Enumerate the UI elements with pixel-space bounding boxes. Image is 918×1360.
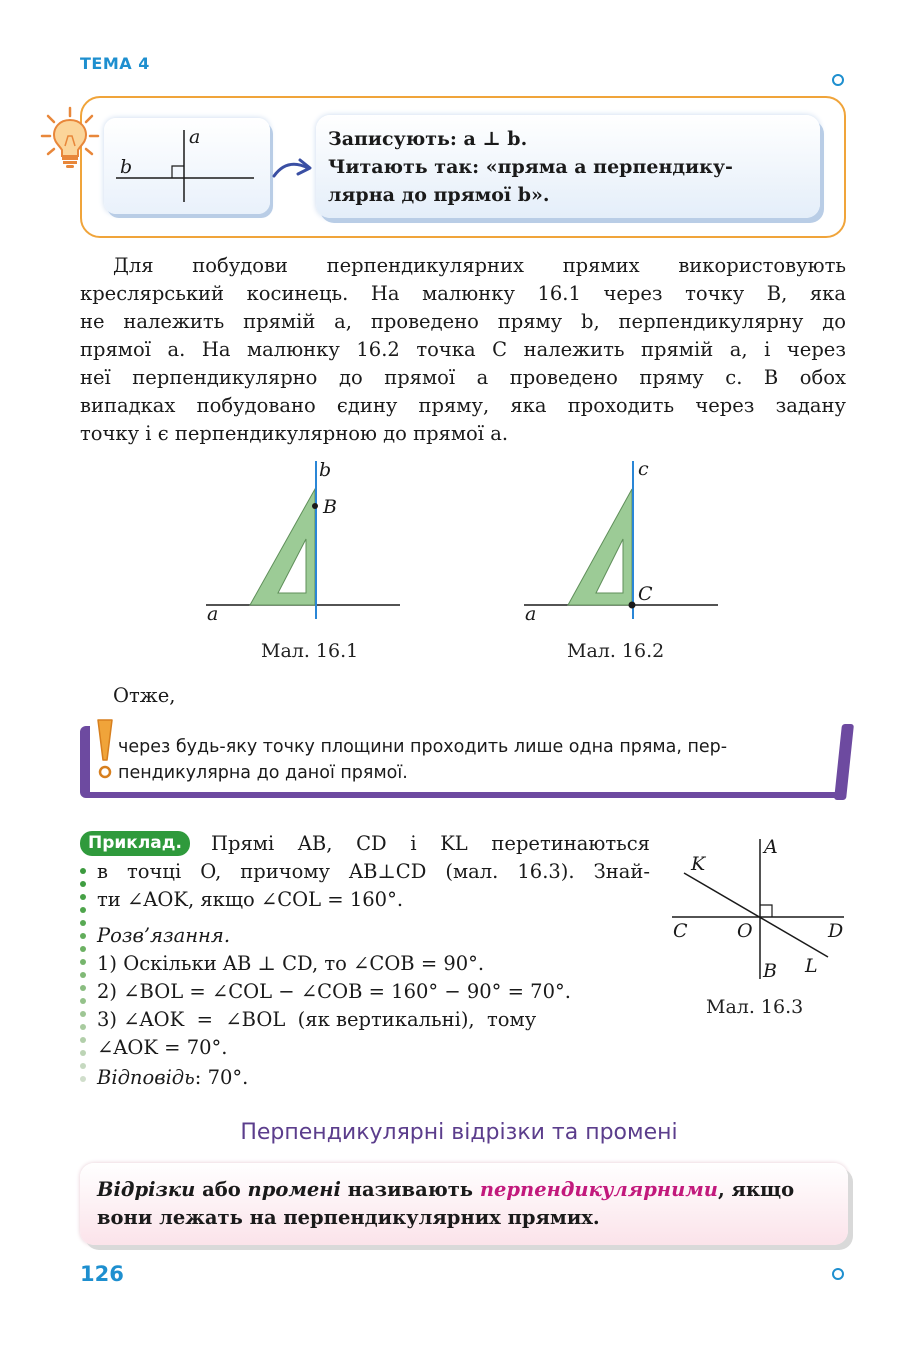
fig16-2-label-a: a [525,603,537,625]
paragraph-line: неї перпендикулярно до прямої a проведено пряму c. В обох [80,366,846,389]
paragraph-line: випадках побудовано єдину пряму, яка проходить через задану [80,394,846,417]
intro-paragraph [80,252,846,448]
fig16-2-label-c: c [638,458,649,480]
fig16-3-label-A: A [764,836,778,858]
def-term: перпендикулярними [479,1178,718,1201]
example-badge: Приклад. [80,831,190,856]
example-problem-line-2: в точці O, причому AB⊥CD (мал. 16.3). Знай- [97,860,650,883]
statement-line-2: пендикулярна до даної прямої. [118,763,408,783]
paragraph-line: креслярський косинець. На малюнку 16.1 через точку B, яка [80,282,846,305]
statement-line-1: через будь-яку точку площини проходить лише одна пряма, пер- [118,737,728,757]
fig16-3-label-L: L [805,955,818,977]
section-subheading: Перпендикулярні відрізки та промені [240,1120,678,1145]
figure-16-1 [200,455,410,625]
def-text-or: або [195,1178,248,1201]
paragraph-line: прямої a. На малюнку 16.2 точка C належить прямій a, і через [80,338,846,361]
fig16-1-label-a: a [207,603,219,625]
answer-line [97,1064,248,1092]
solution-step-1: 1) Оскільки AB ⊥ CD, то ∠COB = 90°. [97,952,485,975]
notation-line-3: лярна до прямої b». [328,184,550,206]
answer-label: Відповідь [97,1066,195,1089]
fig16-1-label-b: b [319,459,332,481]
page-number: 126 [80,1262,124,1286]
fig-label-a: a [189,126,201,148]
conclusion-word: Отже, [113,684,176,707]
footer-rule [150,1266,850,1282]
fig16-3-label-O: O [737,920,753,942]
fig-label-b: b [120,156,133,178]
notation-line-2: Читають так: «пряма a перпендику- [328,156,733,178]
lightbulb-icon [40,104,100,170]
fig16-3-caption: Мал. 16.3 [706,996,804,1018]
fig16-3-label-B: B [763,960,777,982]
def-text-called: називають [340,1178,480,1201]
solution-step-4: ∠AOK = 70°. [97,1036,228,1059]
def-word-segments: Відрізки [97,1178,196,1201]
header-rule [150,72,850,88]
definition-line-2: вони лежать на перпендикулярних прямих. [97,1206,600,1229]
fig16-3-label-D: D [828,920,844,942]
solution-step-3: 3) ∠AOK = ∠BOL (як вертикальні), тому [97,1008,537,1031]
paragraph-line: точку і є перпендикулярною до прямої a. [80,422,509,445]
exclamation-icon [90,716,120,782]
topic-label: ТЕМА 4 [80,54,150,73]
example-problem-line-1: Прямі AB, CD і KL перетинаються [211,832,650,855]
def-text-if: , якщо [717,1178,795,1201]
fig16-2-label-C: C [638,583,653,605]
fig16-3-label-K: K [691,853,706,875]
fig16-2-caption: Мал. 16.2 [567,640,665,662]
fig16-3-label-C: C [673,920,688,942]
paragraph-line: Для побудови перпендикулярних прямих використовують [113,254,846,277]
definition-line-1 [97,1178,794,1201]
solution-title: Розв’язання. [97,924,231,947]
figure-16-2 [518,455,728,625]
definition-box [80,1163,848,1245]
answer-value: : 70°. [194,1066,249,1089]
example-problem-line-3: ти ∠AOK, якщо ∠COL = 160°. [97,888,404,911]
fig16-1-caption: Мал. 16.1 [261,640,359,662]
fig16-1-label-B: B [323,496,337,518]
arrow-right-icon [270,152,316,182]
def-word-rays: промені [247,1178,341,1201]
notation-line-1: Записують: a ⊥ b. [328,128,528,150]
solution-step-2: 2) ∠BOL = ∠COL − ∠COB = 160° − 90° = 70°. [97,980,571,1003]
paragraph-line: не належить прямій a, проведено пряму b, перпендикулярну до [80,310,846,333]
